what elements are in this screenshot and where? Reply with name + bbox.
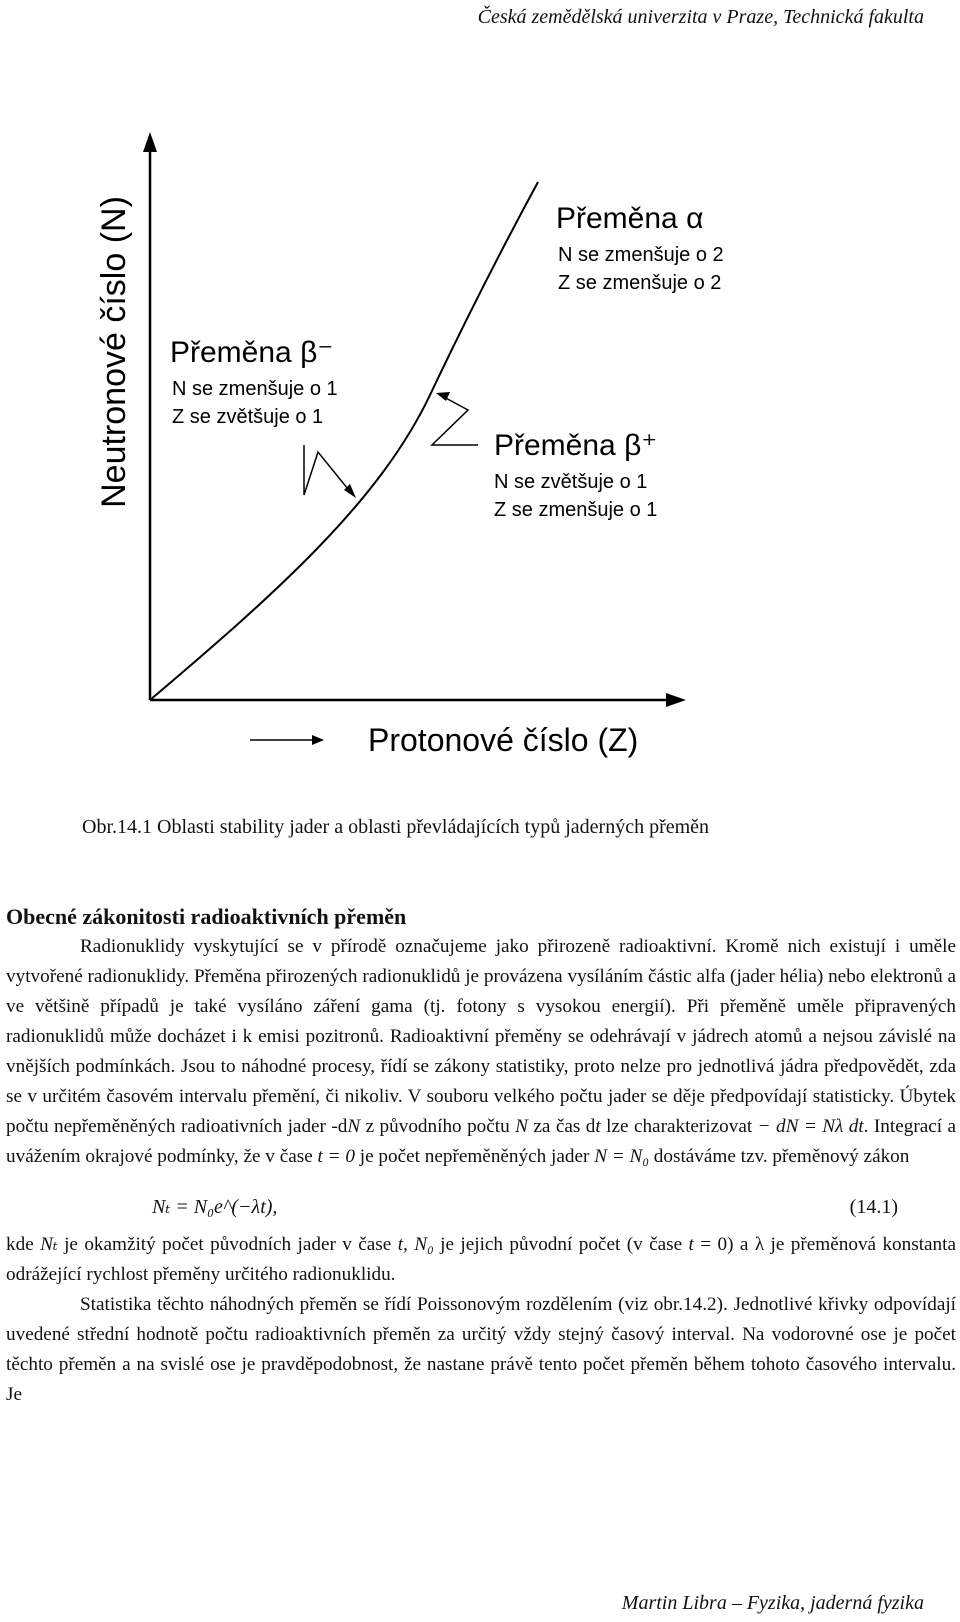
x-axis-direction-arrowhead <box>312 735 324 745</box>
y-axis-label: Neutronové číslo (N) <box>95 196 133 508</box>
x-axis-arrowhead <box>666 693 686 707</box>
y-axis-arrowhead <box>143 132 157 152</box>
beta-plus-arrow <box>432 396 478 445</box>
equation-number: (14.1) <box>849 1196 898 1218</box>
decay-law-equation: Nₜ = N₀e^(−λt), <box>152 1196 278 1218</box>
page-header: Česká zemědělská univerzita v Praze, Technická fakulta <box>477 6 924 28</box>
stability-figure <box>0 0 960 800</box>
beta-minus-arrow <box>304 445 352 495</box>
beta-minus-line1: N se zmenšuje o 1 <box>172 378 338 400</box>
alpha-line2: Z se zmenšuje o 2 <box>558 272 722 294</box>
equation-line <box>6 1172 956 1230</box>
section-heading: Obecné zákonitosti radioaktivních přeměn <box>6 904 407 929</box>
alpha-line1: N se zmenšuje o 2 <box>558 244 724 266</box>
body-text <box>6 932 956 1410</box>
paragraph-3: Statistika těchto náhodných přeměn se řídí Poissonovým rozdělením (viz obr.14.2). Jednotlivé křivky odpovídají uvedené střední hodnotě počtu radioaktivních přeměn za určitý vždy stejný časový interval. Na vodorovné ose je počet těchto přeměn a na svislé ose je pravděpodobnost, že nastane právě tento počet přeměn během tohoto časového intervalu. Je <box>6 1294 956 1405</box>
inline-equation: − dN = Nλ dt <box>757 1116 864 1137</box>
stability-curve <box>150 182 538 700</box>
paragraph-1: Radionuklidy vyskytující se v přírodě označujeme jako přirozeně radioaktivní. Kromě nich existují i uměle vytvořené radionuklidy. Přeměna přirozených radionuklidů je provázena vysíláním částic alfa (jader hélia) nebo elektronů a ve většině případů je také vysíláno záření gama (tj. fotony s vysokou energií). Při přeměně uměle připravených radionuklidů může docházet i k emisi pozitronů. Radioaktivní přeměny se odehrávají v jádrech atomů a nejsou závislé na vnějších podmínkách. Jsou to náhodné procesy, řídí se zákony statistiky, proto nelze pro jednotlivá jádra předpovědět, zda se v určitém časovém intervalu přemění, či nikoliv. V souboru velkého počtu jader se děje předpovídají statisticky. Úbytek počtu nepřeměněných radioativních jader -dN z původního počtu N za čas dt lze charakterizovat − dN = Nλ dt. Integrací a uvážením okrajové podmínky, že v čase t = 0 je počet nepřeměněných jader N = N₀ dostáváme tzv. přeměnový zákon <box>6 936 957 1167</box>
x-axis-label: Protonové číslo (Z) <box>368 722 639 758</box>
alpha-title: Přeměna α <box>556 202 704 235</box>
page-footer: Martin Libra – Fyzika, jaderná fyzika <box>621 1592 924 1614</box>
paragraph-2: kde Nₜ je okamžitý počet původních jader v čase t, N₀ je jejich původní počet (v čase t = 0) a λ je přeměnová konstanta odrážející rychlost přeměny určitého radionuklidu. <box>6 1234 956 1285</box>
beta-minus-title: Přeměna β⁻ <box>170 336 334 369</box>
beta-plus-title: Přeměna β⁺ <box>494 429 658 462</box>
beta-minus-line2: Z se zvětšuje o 1 <box>172 406 324 428</box>
figure-caption: Obr.14.1 Oblasti stability jader a oblasti převládajících typů jaderných přeměn <box>82 816 710 838</box>
beta-plus-line2: Z se zmenšuje o 1 <box>494 499 658 521</box>
beta-plus-line1: N se zvětšuje o 1 <box>494 471 648 493</box>
